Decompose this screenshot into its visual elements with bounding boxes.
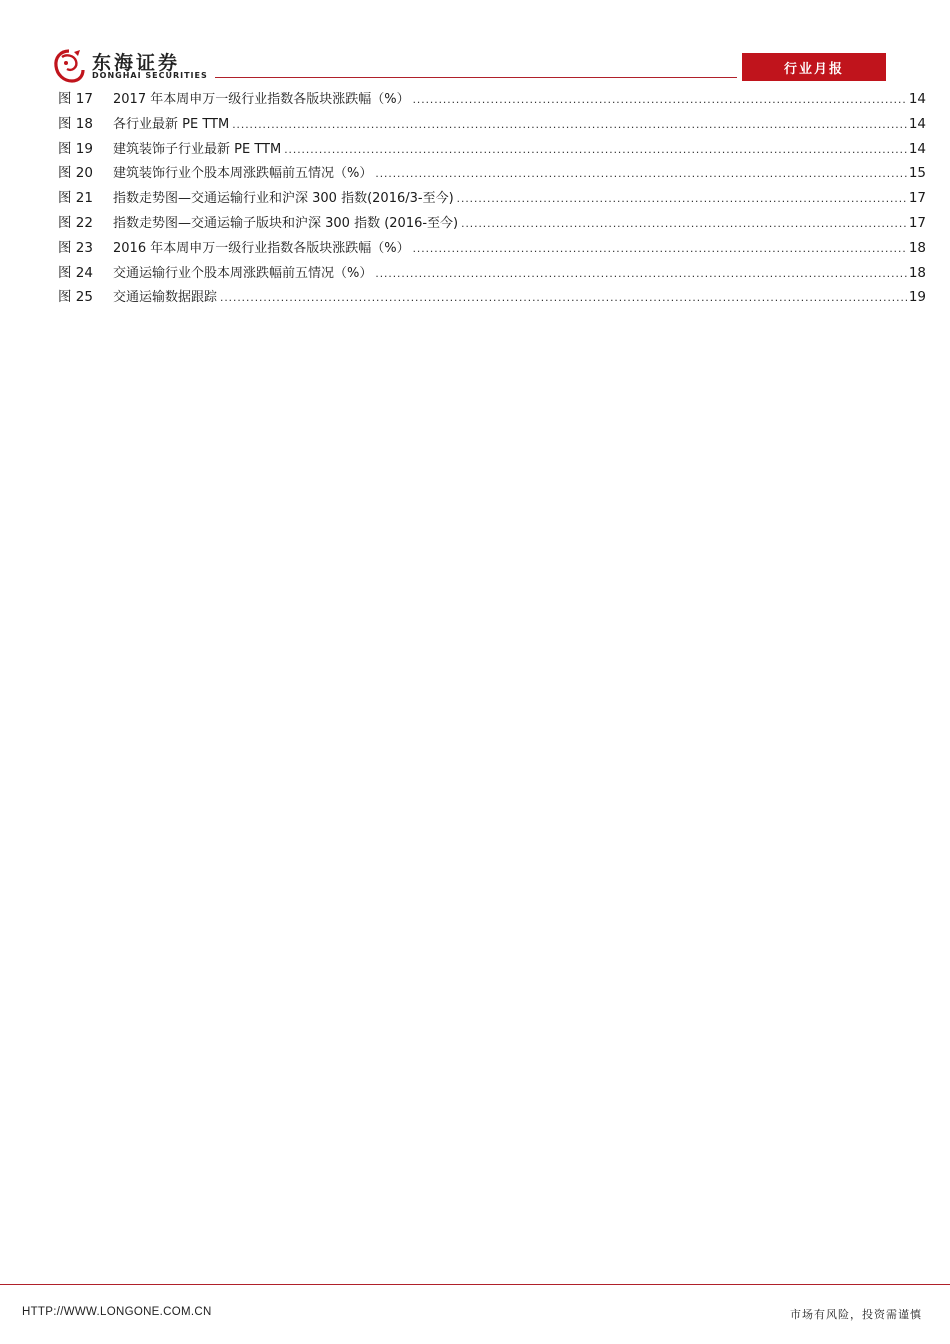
toc-leader-dots bbox=[413, 89, 907, 109]
toc-page-number: 14 bbox=[908, 115, 926, 132]
toc-entry[interactable] bbox=[58, 89, 926, 114]
toc-figure-title: 2017 年本周申万一级行业指数各版块涨跌幅（%） bbox=[113, 92, 410, 107]
toc-entry[interactable] bbox=[58, 114, 926, 139]
toc-figure-number: 图 25 bbox=[58, 289, 93, 306]
page-header bbox=[0, 0, 950, 90]
toc-figure-title: 2016 年本周申万一级行业指数各版块涨跌幅（%） bbox=[113, 240, 410, 256]
toc-figure-number: 图 22 bbox=[58, 214, 93, 231]
toc-entry[interactable] bbox=[58, 213, 926, 238]
toc-figure-title: 指数走势图—交通运输行业和沪深 300 指数(2016/3-至今) bbox=[113, 191, 454, 207]
toc-entry[interactable] bbox=[58, 287, 926, 312]
toc-leader-dots bbox=[284, 139, 907, 159]
toc-entry[interactable] bbox=[58, 139, 926, 164]
toc-leader-dots bbox=[457, 188, 907, 208]
toc-figure-number: 图 20 bbox=[58, 165, 93, 182]
toc-figure-number: 图 24 bbox=[58, 264, 93, 281]
brand-name-cn: 东海证券 bbox=[92, 52, 181, 74]
toc-figure-number: 图 23 bbox=[58, 239, 93, 256]
figure-list bbox=[58, 89, 926, 312]
toc-page-number: 14 bbox=[908, 91, 926, 107]
toc-figure-title: 交通运输数据跟踪 bbox=[113, 290, 218, 306]
toc-leader-dots bbox=[461, 213, 907, 233]
footer-website-link[interactable]: HTTP://WWW.LONGONE.COM.CN bbox=[22, 1306, 212, 1318]
report-type-badge: 行业月报 bbox=[742, 53, 886, 81]
toc-entry[interactable] bbox=[58, 238, 926, 263]
toc-figure-number: 图 18 bbox=[58, 115, 93, 132]
footer-risk-disclaimer: 市场有风险，投资需谨慎 bbox=[790, 1308, 922, 1321]
footer-divider bbox=[0, 1284, 950, 1285]
toc-leader-dots bbox=[220, 287, 907, 307]
toc-figure-title: 交通运输行业个股本周涨跌幅前五情况（%） bbox=[113, 265, 373, 281]
toc-figure-title: 建筑装饰子行业最新 PE TTM bbox=[113, 141, 282, 157]
toc-page-number: 15 bbox=[908, 165, 926, 182]
brand-name-en: DONGHAI SECURITIES bbox=[92, 71, 208, 80]
toc-entry[interactable] bbox=[58, 163, 926, 188]
toc-figure-title: 建筑装饰行业个股本周涨跌幅前五情况（%） bbox=[113, 166, 373, 182]
toc-leader-dots bbox=[413, 238, 907, 258]
toc-figure-title: 各行业最新 PE TTM bbox=[113, 116, 230, 132]
toc-leader-dots bbox=[375, 263, 906, 283]
toc-page-number: 14 bbox=[908, 140, 926, 157]
toc-page-number: 18 bbox=[908, 239, 926, 256]
toc-entry[interactable] bbox=[58, 263, 926, 288]
toc-entry[interactable] bbox=[58, 188, 926, 213]
toc-page-number: 17 bbox=[908, 190, 926, 207]
toc-leader-dots bbox=[232, 114, 907, 134]
donghai-logo-icon bbox=[52, 48, 86, 84]
toc-figure-title: 指数走势图—交通运输子版块和沪深 300 指数 (2016-至今) bbox=[113, 215, 459, 231]
toc-page-number: 18 bbox=[908, 264, 926, 281]
toc-figure-number: 图 21 bbox=[58, 190, 93, 207]
toc-leader-dots bbox=[375, 163, 906, 183]
header-divider bbox=[215, 77, 737, 78]
toc-page-number: 19 bbox=[908, 289, 926, 306]
toc-figure-number: 图 17 bbox=[58, 91, 93, 107]
toc-page-number: 17 bbox=[908, 214, 926, 231]
toc-figure-number: 图 19 bbox=[58, 140, 93, 157]
